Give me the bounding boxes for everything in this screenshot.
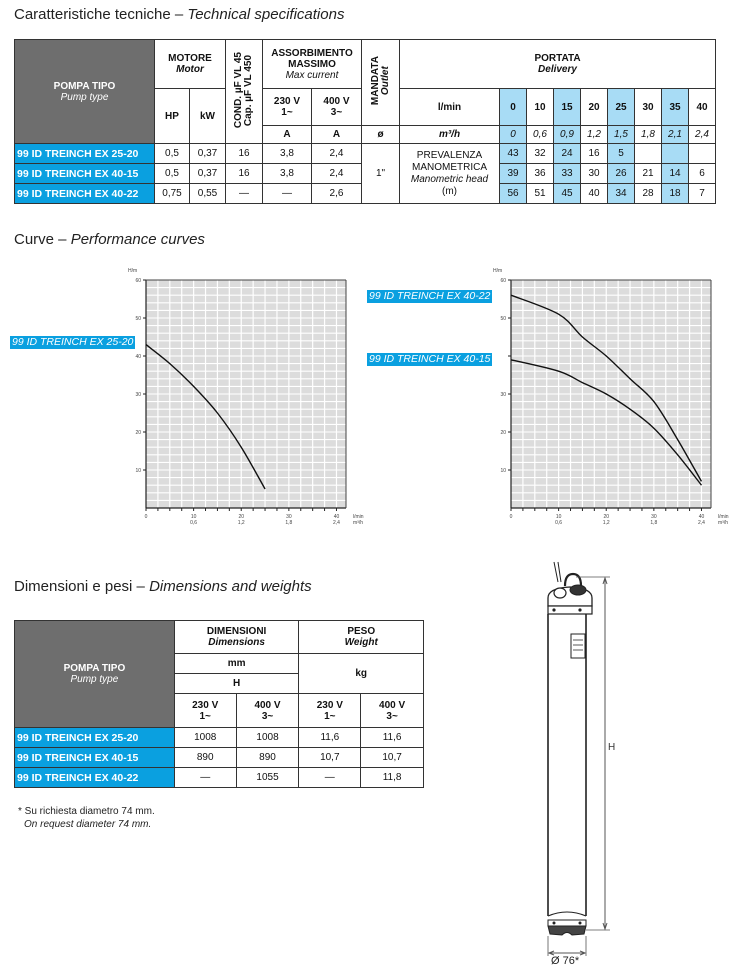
pump-drawing [520,560,640,970]
cond-it: COND. µF VL 45 [233,51,244,129]
a230-value: 3,8 [263,164,312,184]
y-tick-label: 40 [135,354,141,360]
x-tick-label: 20 [238,514,245,520]
bottom-seam [548,912,586,916]
head-value: 40 [581,184,608,204]
flow-m3h-0: 0 [500,126,527,144]
delivery-en: Delivery [538,64,577,75]
amp-400-unit: A [312,126,362,144]
wt-230-header [299,694,361,728]
hp-value: 0,75 [155,184,190,204]
kw-value: 0,37 [190,144,226,164]
delivery-it: PORTATA [534,53,581,64]
a400-value: 2,4 [312,144,362,164]
spec-row [15,144,716,164]
ph1: 1~ [281,107,293,118]
head-value: 5 [608,144,635,164]
outlet-it: MANDATA [369,56,381,106]
head-value: 28 [635,184,662,204]
flow-lmin-4: 25 [608,89,635,126]
pump-cable [554,562,561,582]
a230-value: — [263,184,312,204]
w400-value: 10,7 [361,748,424,768]
x-tick-label: 40 [333,514,340,520]
x-tick-label: 10 [555,514,562,520]
v230: 230 V [273,96,301,107]
flow-lmin-0: 0 [500,89,527,126]
kw-header: kW [190,89,226,144]
wt-v230: 230 V [316,699,343,711]
dimensions-table [14,620,424,788]
pump-name: 99 ID TREINCH EX 40-22 [15,768,175,788]
performance-chart-25-20 [110,262,365,527]
current-it-1: ASSORBIMENTO [271,47,353,59]
x-axis-label-lmin: l/min [718,514,729,520]
x-axis-label-lmin: l/min [353,514,364,520]
head-it-1: PREVALENZA [416,149,483,161]
diameter-label: Ø 76* [551,955,580,967]
lifting-eye-icon [565,574,581,586]
flow-m3h-7: 2,4 [689,126,716,144]
flow-lmin-7: 40 [689,89,716,126]
lmin-header: l/min [400,89,500,126]
head-value: 56 [500,184,527,204]
curve-label-40-15: 99 ID TREINCH EX 40-15 [369,353,491,365]
flow-m3h-6: 2,1 [662,126,689,144]
footnote-it: * Su richiesta diametro 74 mm. [18,806,155,817]
x-tick-sublabel: 1,2 [602,520,610,526]
h400-value: 1008 [236,728,299,748]
head-en: Manometric head [410,173,489,185]
head-it-2: MANOMETRICA [412,161,487,173]
head-value: 14 [662,164,689,184]
dim-ph1: 1~ [199,710,211,722]
flow-m3h-5: 1,8 [635,126,662,144]
w230-value: — [299,768,361,788]
pump-type-it: POMPA TIPO [53,80,116,92]
current-en: Max current [285,69,339,81]
w230-value: 10,7 [299,748,361,768]
kw-value: 0,37 [190,164,226,184]
capacitor-header [226,40,263,144]
x-tick-label: 20 [603,514,610,520]
wt-ph3: 3~ [386,710,398,722]
outlet-port [554,588,566,598]
y-tick-label: 20 [135,430,141,436]
dim-it: DIMENSIONI [206,626,267,637]
flow-lmin-5: 30 [635,89,662,126]
head-label [400,144,500,204]
screw [553,922,556,925]
spec-section-title [14,6,344,23]
m3h-header: m³/h [400,126,500,144]
y-tick-label: 10 [500,468,506,474]
x-tick-label: 30 [651,514,657,520]
curves-section-title [14,231,205,248]
capacitor-header-text [234,52,254,128]
head-value: 45 [554,184,581,204]
h400-value: 890 [236,748,299,768]
h230-value: — [174,768,236,788]
motor-en: Motor [176,64,204,75]
curve-label-25-20: 99 ID TREINCH EX 25-20 [12,336,134,348]
outlet-header-text [371,56,391,105]
a230-value: 3,8 [263,144,312,164]
delivery-header [400,40,716,89]
flow-lmin-3: 20 [581,89,608,126]
dims-pump-type-it: POMPA TIPO [63,663,126,674]
cond-value: 16 [226,164,263,184]
dim-v230: 230 V [192,699,219,711]
h230-value: 1008 [174,728,236,748]
y-tick-label: 30 [500,392,506,398]
y-tick-label: 10 [135,468,141,474]
curves-title-it: Curve – [14,231,71,248]
h230-value: 890 [174,748,236,768]
y-axis-label: H/m [128,268,138,274]
dims-pump-type-en: Pump type [70,674,119,685]
curve-label-40-22: 99 ID TREINCH EX 40-22 [369,290,491,302]
y-tick-label: 60 [500,278,506,284]
x-tick-label: 40 [698,514,705,520]
footnote-en: On request diameter 74 mm. [24,819,152,830]
x-tick-sublabel: 0,6 [555,520,563,526]
head-value [635,144,662,164]
performance-chart-40-series [475,262,730,527]
outlet-en: Outlet [379,66,391,96]
dim-ph3: 3~ [261,710,274,722]
weight-header [299,621,424,654]
dims-row [15,748,424,768]
head-value: 24 [554,144,581,164]
head-value: 36 [527,164,554,184]
pump-type-header [15,40,155,144]
head-value [662,144,689,164]
hp-value: 0,5 [155,144,190,164]
pump-name: 99 ID TREINCH EX 40-15 [15,164,155,184]
dim-400-header [236,694,299,728]
flow-lmin-2: 15 [554,89,581,126]
pump-base [548,926,586,935]
current-230-header [263,89,312,126]
current-400-header [312,89,362,126]
current-it-2: MASSIMO [288,58,336,70]
head-value: 18 [662,184,689,204]
wt-ph1: 1~ [324,710,336,722]
kw-value: 0,55 [190,184,226,204]
head-value: 51 [527,184,554,204]
dims-pump-type-header [15,621,175,728]
y-tick-label: 50 [500,316,506,322]
flow-m3h-3: 1,2 [581,126,608,144]
x-tick-label: 10 [190,514,197,520]
motor-it: MOTORE [168,53,212,64]
hp-value: 0,5 [155,164,190,184]
a400-value: 2,6 [312,184,362,204]
discharge-port [570,585,586,595]
head-value: 26 [608,164,635,184]
height-label: H [608,742,616,753]
dim-v400: 400 V [254,699,281,711]
head-value: 43 [500,144,527,164]
dimensions-header [174,621,299,654]
head-value: 33 [554,164,581,184]
pump-type-en: Pump type [60,91,109,103]
x-axis-label-m3h: m³/h [718,520,728,526]
screw [579,922,582,925]
wt-400-header [361,694,424,728]
pump-name: 99 ID TREINCH EX 25-20 [15,728,175,748]
head-unit: (m) [442,185,457,197]
y-tick-label: 50 [135,316,141,322]
x-tick-label: 0 [144,514,148,520]
dim-230-header [174,694,236,728]
kg-unit: kg [299,654,424,694]
x-tick-sublabel: 2,4 [697,520,705,526]
cond-value: — [226,184,263,204]
amp-230-unit: A [263,126,312,144]
flow-m3h-2: 0,9 [554,126,581,144]
spec-title-it: Caratteristiche tecniche – [14,6,188,23]
hp-header: HP [155,89,190,144]
dim-en: Dimensions [208,637,265,648]
head-value: 16 [581,144,608,164]
head-value: 30 [581,164,608,184]
spec-title-en: Technical specifications [187,6,345,23]
h-header: H [174,674,299,694]
weight-it: PESO [347,626,376,637]
x-tick-label: 30 [286,514,292,520]
x-tick-sublabel: 0,6 [190,520,198,526]
w400-value: 11,6 [361,728,424,748]
y-axis-label: H/m [493,268,503,274]
y-tick-label: 20 [500,430,506,436]
ph3: 3~ [330,107,343,118]
screw [552,608,555,611]
screw [578,608,581,611]
pump-name: 99 ID TREINCH EX 40-22 [15,184,155,204]
x-tick-sublabel: 2,4 [332,520,340,526]
flow-lmin-6: 35 [662,89,689,126]
v400: 400 V [323,96,350,107]
h400-value: 1055 [236,768,299,788]
w400-value: 11,8 [361,768,424,788]
outlet-value: 1" [362,144,400,204]
cond-value: 16 [226,144,263,164]
wt-v400: 400 V [379,699,406,711]
x-tick-sublabel: 1,8 [650,520,658,526]
a400-value: 2,4 [312,164,362,184]
weight-en: Weight [344,637,378,648]
mm-unit: mm [174,654,299,674]
technical-spec-table [14,39,716,204]
dims-title-en: Dimensions and weights [149,578,312,595]
flow-lmin-1: 10 [527,89,554,126]
head-value: 21 [635,164,662,184]
curves-title-en: Performance curves [70,231,205,248]
x-tick-sublabel: 1,8 [285,520,293,526]
dims-title-it: Dimensioni e pesi – [14,578,150,595]
motor-header [155,40,226,89]
max-current-header [263,40,362,89]
y-tick-label: 30 [135,392,141,398]
outlet-unit: ø [362,126,400,144]
pump-name: 99 ID TREINCH EX 25-20 [15,144,155,164]
pump-name: 99 ID TREINCH EX 40-15 [15,748,175,768]
label-plate [571,634,585,658]
x-axis-label-m3h: m³/h [353,520,363,526]
y-tick-label: 60 [135,278,141,284]
w230-value: 11,6 [299,728,361,748]
flow-m3h-1: 0,6 [527,126,554,144]
head-value: 32 [527,144,554,164]
dims-section-title [14,578,312,595]
head-value: 7 [689,184,716,204]
outlet-header [362,40,400,126]
footnote [18,805,155,831]
x-tick-sublabel: 1,2 [237,520,245,526]
head-value: 34 [608,184,635,204]
dims-row [15,768,424,788]
cond-en: Cap. µF VL 450 [243,54,254,126]
dims-row [15,728,424,748]
head-value: 6 [689,164,716,184]
x-tick-label: 0 [509,514,513,520]
head-value: 39 [500,164,527,184]
head-value [689,144,716,164]
flow-m3h-4: 1,5 [608,126,635,144]
